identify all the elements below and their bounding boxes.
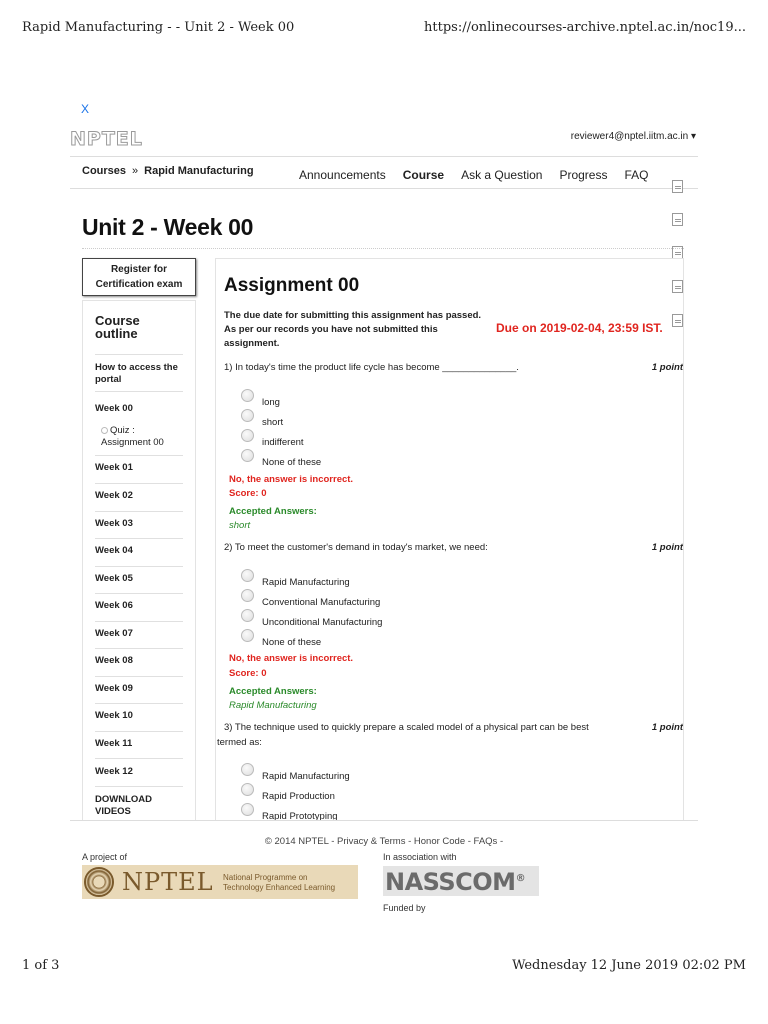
assignment-panel	[215, 258, 684, 820]
sidebar-item-week-06[interactable]: Week 06	[95, 600, 133, 611]
question-1-option[interactable]	[241, 433, 304, 448]
question-1-text: 1) In today's time the product life cycle has become ______________.	[224, 362, 519, 373]
radio-button[interactable]	[241, 609, 254, 622]
breadcrumb-separator: »	[132, 165, 139, 177]
sidebar-item-week-07[interactable]: Week 07	[95, 628, 133, 639]
radio-button[interactable]	[241, 783, 254, 796]
print-datetime: Wednesday 12 June 2019 02:02 PM	[512, 958, 746, 973]
radio-button[interactable]	[241, 763, 254, 776]
divider	[95, 483, 183, 484]
sidebar-item-week-04[interactable]: Week 04	[95, 545, 133, 556]
due-message: The due date for submitting this assignment has passed. As per our records you have not submitted this assignment.	[224, 310, 482, 349]
sidebar-heading: Course outline	[95, 313, 140, 341]
print-title: Rapid Manufacturing - - Unit 2 - Week 00	[22, 20, 295, 35]
option-label: Rapid Manufacturing	[262, 771, 350, 782]
sidebar-item-week-05[interactable]: Week 05	[95, 573, 133, 584]
option-label: None of these	[262, 637, 322, 648]
nasscom-logo[interactable]	[383, 866, 539, 896]
nptel-logo[interactable]: NPTEL	[70, 128, 143, 150]
question-2-score: Score: 0	[229, 668, 267, 679]
divider	[82, 248, 684, 249]
nptel-subtitle-line2: Technology Enhanced Learning	[223, 883, 336, 892]
question-1-points: 1 point	[651, 362, 683, 373]
nptel-subtitle-line1: National Programme on	[223, 873, 308, 882]
sidebar-item-week-11[interactable]: Week 11	[95, 738, 133, 749]
option-label: Rapid Production	[262, 791, 335, 802]
divider	[95, 391, 183, 392]
nptel-seal-icon	[84, 867, 114, 897]
divider	[95, 703, 183, 704]
sidebar-item-week-09[interactable]: Week 09	[95, 683, 133, 694]
question-1-score: Score: 0	[229, 488, 267, 499]
print-header	[22, 20, 746, 40]
radio-button[interactable]	[241, 409, 254, 422]
option-label: indifferent	[262, 437, 304, 448]
question-1-feedback: No, the answer is incorrect.	[229, 474, 354, 485]
sidebar-item-download-videos[interactable]: DOWNLOAD VIDEOS	[95, 794, 152, 817]
question-2-option[interactable]	[241, 593, 380, 608]
question-3-text-continued: termed as:	[217, 737, 262, 748]
status-circle-icon	[101, 427, 108, 434]
radio-button[interactable]	[241, 569, 254, 582]
document-icon[interactable]	[672, 213, 683, 226]
print-footer	[22, 958, 746, 978]
sidebar-item-how-to-access[interactable]: How to access the portal	[95, 362, 178, 385]
footer-links[interactable]: © 2014 NPTEL - Privacy & Terms - Honor Code - FAQs -	[264, 836, 504, 847]
question-2-points: 1 point	[651, 542, 683, 553]
question-3-option[interactable]	[241, 807, 338, 820]
print-page-number: 1 of 3	[22, 958, 60, 973]
nav-announcements[interactable]: Announcements	[299, 168, 386, 182]
divider	[95, 786, 183, 787]
question-2-feedback: No, the answer is incorrect.	[229, 653, 354, 664]
question-3-option[interactable]	[241, 787, 335, 802]
question-2-option[interactable]	[241, 633, 321, 648]
question-3-option[interactable]	[241, 767, 350, 782]
option-label: short	[262, 417, 284, 428]
nptel-wordmark: NPTEL	[122, 868, 214, 896]
question-1-accepted-answer: short	[229, 520, 251, 531]
divider	[95, 731, 183, 732]
sidebar-item-week-02[interactable]: Week 02	[95, 490, 133, 501]
due-date: Due on 2019-02-04, 23:59 IST.	[496, 321, 663, 335]
top-nav	[299, 168, 666, 182]
sidebar-item-week-12[interactable]: Week 12	[95, 766, 133, 777]
nasscom-text: NASSCOM	[385, 868, 516, 896]
nptel-subtitle	[223, 873, 335, 893]
question-1-option[interactable]	[241, 453, 321, 468]
document-icon[interactable]	[672, 180, 683, 193]
radio-button[interactable]	[241, 803, 254, 816]
register-certification-button[interactable]: Register for Certification exam	[82, 258, 196, 296]
question-3-text: 3) The technique used to quickly prepare a scaled model of a physical part can be best	[224, 722, 589, 733]
radio-button[interactable]	[241, 629, 254, 642]
option-label: None of these	[262, 457, 322, 468]
breadcrumb-courses[interactable]: Courses	[82, 165, 127, 177]
divider	[95, 566, 183, 567]
question-2-option[interactable]	[241, 613, 382, 628]
user-menu[interactable]: reviewer4@nptel.iitm.ac.in ▾	[570, 131, 696, 142]
question-2-accepted-answer: Rapid Manufacturing	[229, 700, 317, 711]
divider	[70, 156, 698, 157]
option-label: Conventional Manufacturing	[262, 597, 381, 608]
divider	[95, 621, 183, 622]
question-2-option[interactable]	[241, 573, 350, 588]
question-3-points: 1 point	[651, 722, 683, 733]
question-2-text: 2) To meet the customer's demand in today's market, we need:	[224, 542, 488, 553]
divider	[95, 676, 183, 677]
option-label: Rapid Manufacturing	[262, 577, 350, 588]
sidebar-item-week-08[interactable]: Week 08	[95, 655, 133, 666]
funded-by-label: Funded by	[383, 903, 426, 913]
nav-faq[interactable]: FAQ	[624, 168, 649, 182]
radio-button[interactable]	[241, 449, 254, 462]
breadcrumb-course[interactable]: Rapid Manufacturing	[144, 165, 254, 177]
nav-course[interactable]: Course	[402, 168, 445, 182]
sidebar-item-week-00[interactable]: Week 00	[95, 403, 133, 414]
sidebar-item-week-01[interactable]: Week 01	[95, 462, 133, 473]
question-1-option[interactable]	[241, 393, 280, 408]
question-1-option[interactable]	[241, 413, 283, 428]
question-2-accepted-label: Accepted Answers:	[229, 686, 317, 697]
breadcrumb	[82, 165, 254, 177]
project-of-label: A project of	[82, 852, 128, 862]
nav-ask-question[interactable]: Ask a Question	[461, 168, 543, 182]
assignment-title: Assignment 00	[224, 275, 360, 296]
sidebar-item-week-10[interactable]: Week 10	[95, 710, 133, 721]
question-1-accepted-label: Accepted Answers:	[229, 506, 317, 517]
radio-button[interactable]	[241, 389, 254, 402]
divider	[95, 538, 183, 539]
divider	[95, 354, 183, 355]
divider	[70, 820, 698, 821]
radio-button[interactable]	[241, 429, 254, 442]
association-label: In association with	[383, 852, 457, 862]
divider	[95, 511, 183, 512]
radio-button[interactable]	[241, 589, 254, 602]
divider	[95, 648, 183, 649]
nav-progress[interactable]: Progress	[559, 168, 608, 182]
nasscom-wordmark	[385, 868, 525, 896]
divider	[70, 188, 698, 189]
print-url: https://onlinecourses-archive.nptel.ac.in/noc19...	[424, 20, 746, 35]
option-label: Rapid Prototyping	[262, 811, 338, 820]
close-link[interactable]: X	[81, 102, 90, 116]
divider	[95, 593, 183, 594]
sidebar-item-label: Quiz : Assignment 00	[101, 425, 164, 448]
nptel-banner-logo[interactable]	[82, 865, 358, 899]
sidebar-item-week-03[interactable]: Week 03	[95, 518, 133, 529]
course-outline-sidebar	[82, 300, 196, 820]
sidebar-item-assignment-00[interactable]	[101, 425, 183, 449]
option-label: long	[262, 397, 280, 408]
divider	[95, 455, 183, 456]
option-label: Unconditional Manufacturing	[262, 617, 383, 628]
page-title: Unit 2 - Week 00	[82, 214, 254, 240]
registered-mark: ®	[515, 873, 526, 884]
divider	[95, 758, 183, 759]
